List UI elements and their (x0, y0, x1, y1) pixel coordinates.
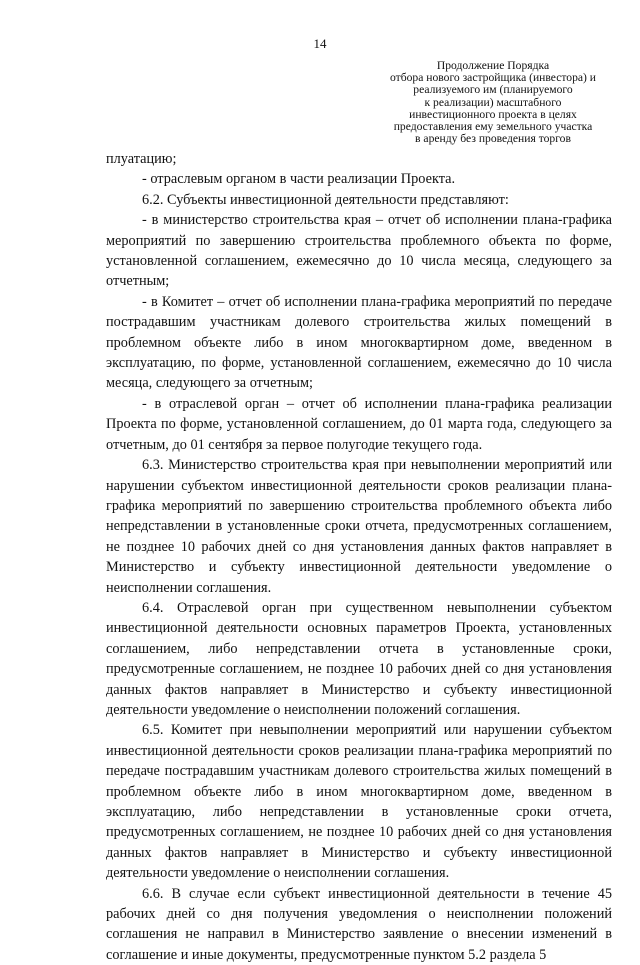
header-line: к реализации) масштабного (424, 95, 562, 109)
header-line: инвестиционного проекта в целях (409, 107, 577, 121)
paragraph-committee-report: - в Комитет – отчет об исполнении плана-графика мероприятий по передаче пострадавшим участникам долевого строительства жилых помещений в проблемном объекте либо в ином многоквартирном доме, введенном в эксплуатацию, по форме, установленной соглашением, ежемесячно до 10 числа месяца, следующего за отчетным; (106, 293, 612, 392)
header-line: предоставления ему земельного участка (393, 120, 593, 134)
header-line: реализуемого им (планируемого (413, 83, 573, 97)
header-line: отбора нового застройщика (инвестора) и (390, 71, 596, 85)
paragraph-sectoral-body: - отраслевым органом в части реализации Проекта. (142, 171, 456, 188)
paragraph-6-2: 6.2. Субъекты инвестиционной деятельности представляют: (142, 191, 509, 208)
document-body (106, 149, 612, 965)
header-line: в аренду без проведения торгов (415, 132, 571, 146)
appendix-header (358, 60, 628, 145)
header-line: Продолжение Порядка (436, 59, 550, 72)
paragraph-sectoral-report: - в отраслевой орган – отчет об исполнении плана-графика реализации Проекта по форме, установленной соглашением, до 01 марта года, следующего за отчетным, до 01 сентября за первое полугодие текущего года. (106, 395, 612, 453)
paragraph-6-3: 6.3. Министерство строительства края при невыполнении мероприятий или нарушении субъектом инвестиционной деятельности сроков реализации плана-графика мероприятий по завершению строительства проблемного объекта либо непредставлении в установленные сроки отчета, предусмотренных соглашением, не позднее 10 рабочих дней со дня установления данных фактов направляет в Министерство и субъекту инвестиционной деятельности уведомление о неисполнении соглашения. (106, 457, 612, 596)
paragraph-6-5: 6.5. Комитет при невыполнении мероприятий или нарушении субъектом инвестиционной деятельности сроков реализации плана-графика мероприятий по передаче пострадавшим участникам долевого строительства жилых помещений в проблемном объекте либо в ином многоквартирном доме, введенном в эксплуатацию, либо непредставлении в установленные сроки отчета, предусмотренных соглашением, не позднее 10 рабочих дней со дня установления данных фактов направляет в Министерство и субъекту инвестиционной деятельности уведомление о неисполнении соглашения. (106, 722, 612, 882)
page-number: 14 (313, 36, 327, 51)
paragraph-continuation: плуатацию; (106, 151, 177, 167)
paragraph-6-4: 6.4. Отраслевой орган при существенном невыполнении субъектом инвестиционной деятельности основных параметров Проекта, установленных соглашением, либо непредставлении отчета в установленные сроки, предусмотренные соглашением, не позднее 10 рабочих дней со дня установления данных фактов направляет в Министерство и субъекту инвестиционной деятельности уведомление о неисполнении положений соглашения. (106, 599, 612, 718)
paragraph-6-6: 6.6. В случае если субъект инвестиционной деятельности в течение 45 рабочих дней со дня получения уведомления о неисполнении положений соглашения не направил в Министерство заявление о внесении изменений в соглашение и иные документы, предусмотренные пунктом 5.2 раздела 5 (106, 885, 612, 963)
paragraph-ministry-report: - в министерство строительства края – отчет об исполнении плана-графика мероприятий по завершению строительства проблемного объекта по форме, установленной соглашением, ежемесячно до 10 числа месяца, следующего за отчетным; (106, 212, 612, 290)
